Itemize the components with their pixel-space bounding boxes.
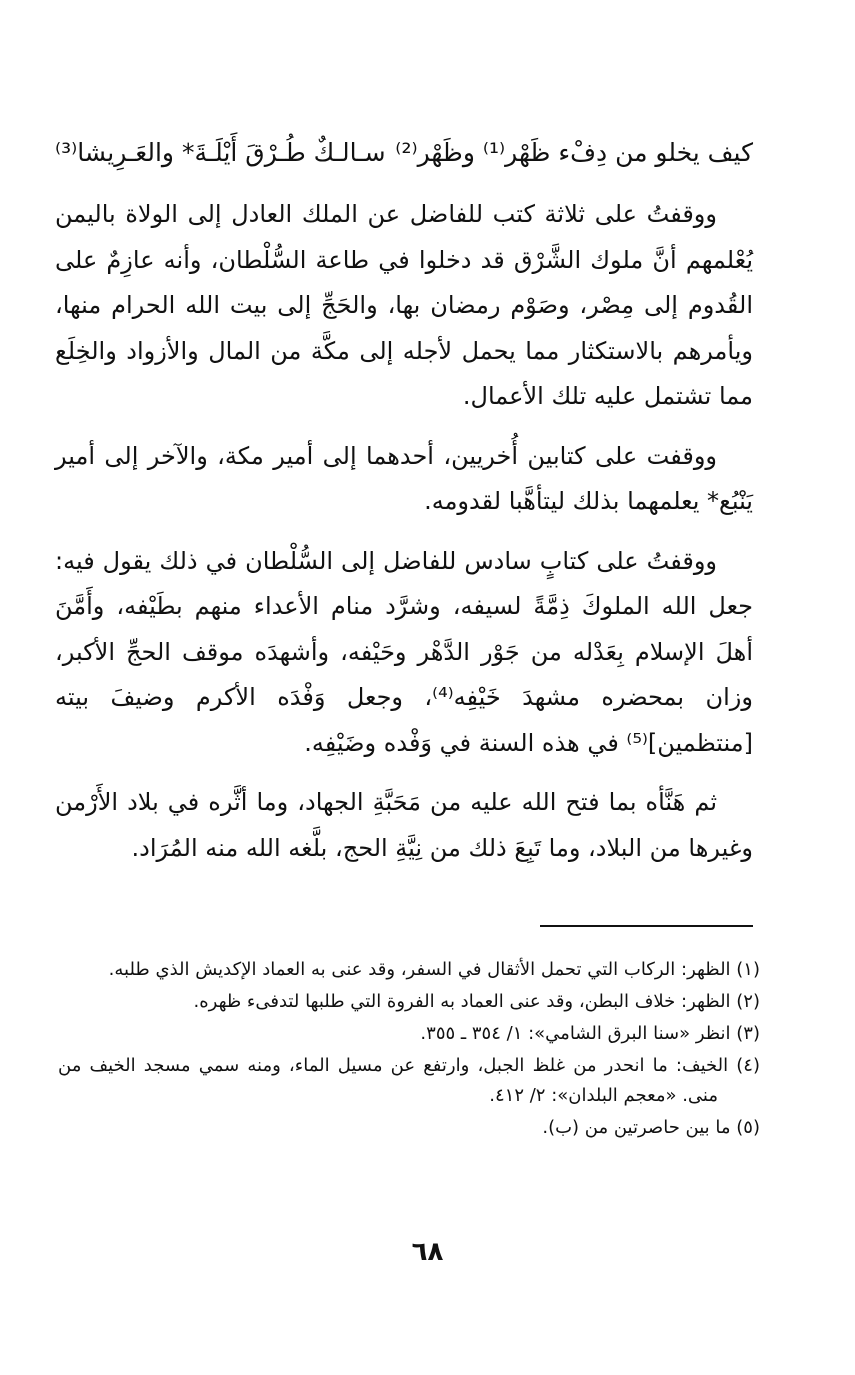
footnotes: [58, 955, 760, 1145]
footnote-2: (٢) الظهر: خلاف البطن، وقد عنى العماد به الفروة التي طلبها لتدفىء ظهره.: [193, 991, 760, 1012]
verse-first-hemistich: كيف يخلو من دِفْء ظَهْر⁽¹⁾ وظَهْر⁽²⁾: [395, 138, 753, 167]
footnote-3: (٣) انظر «سنا البرق الشامي»: ١/ ٣٥٤ ـ ٣٥٥.: [420, 1023, 760, 1044]
page-number: ٦٨: [411, 1237, 444, 1267]
verse-second-hemistich: سـالـكٌ طُـرْقَ أَيْلَـةَ* والعَـرِيشا⁽³⁾: [55, 138, 386, 167]
footnote-separator: [540, 925, 753, 927]
footnote-4: (٤) الخيف: ما انحدر من غلظ الجبل، وارتفع عن مسيل الماء، ومنه سمي مسجد الخيف من منى. «معجم البلدان»: ٢/ ٤١٢.: [58, 1055, 760, 1106]
paragraph-sixth-letter: ووقفتُ على كتابٍ سادس للفاضل إلى السُّلْطان في ذلك يقول فيه: جعل الله الملوكَ ذِمَّةً لسيفه، وشرَّد منام الأعداء منهم بطَيْفه، وأَمَّنَ أهلَ الإسلام بِعَدْله من جَوْر الدَّهْر وحَيْفه، وأشهدَه موقف الحجِّ الأكبر، وزان بمحضره مشهدَ خَيْفِه⁽⁴⁾، وجعل وَفْدَه الأكرم وضيفَ بيته [منتظمين]⁽⁵⁾ في هذه السنة في وَفْده وضَيْفِه.: [55, 546, 753, 757]
paragraph-congratulation: ثم هَنَّأه بما فتح الله عليه من مَحَبَّةِ الجهاد، وما أثَّره في بلاد الأَرْمن وغيرها من البلاد، وما تَبِعَ ذلك من نِيَّةِ الحج، بلَّغه الله منه المُرَاد.: [55, 788, 753, 862]
footnote-5: (٥) ما بين حاصرتين من (ب).: [542, 1117, 760, 1138]
paragraph-two-letters: ووقفت على كتابين أُخريين، أحدهما إلى أمير مكة، والآخر إلى أمير يَنْبُع* يعلمهما بذلك ليتأهَّبا لقدومه.: [55, 441, 753, 515]
main-text: [55, 192, 753, 871]
poetry-verse: [55, 128, 753, 178]
footnote-1: (١) الظهر: الركاب التي تحمل الأثقال في السفر، وقد عنى به العماد الإكديش الذي طلبه.: [108, 959, 760, 980]
paragraph-three-letters: ووقفتُ على ثلاثة كتب للفاضل عن الملك العادل إلى الولاة باليمن يُعْلمهم أنَّ ملوك الشَّرْق قد دخلوا في طاعة السُّلْطان، وأنه عازِمٌ على القُدوم إلى مِصْر، وصَوْم رمضان بها، والحَجِّ إلى بيت الله الحرام منها، ويأمرهم بالاستكثار مما يحمل لأجله إلى مكَّة من المال والأزواد والخِلَع مما تشتمل عليه تلك الأعمال.: [55, 200, 753, 410]
